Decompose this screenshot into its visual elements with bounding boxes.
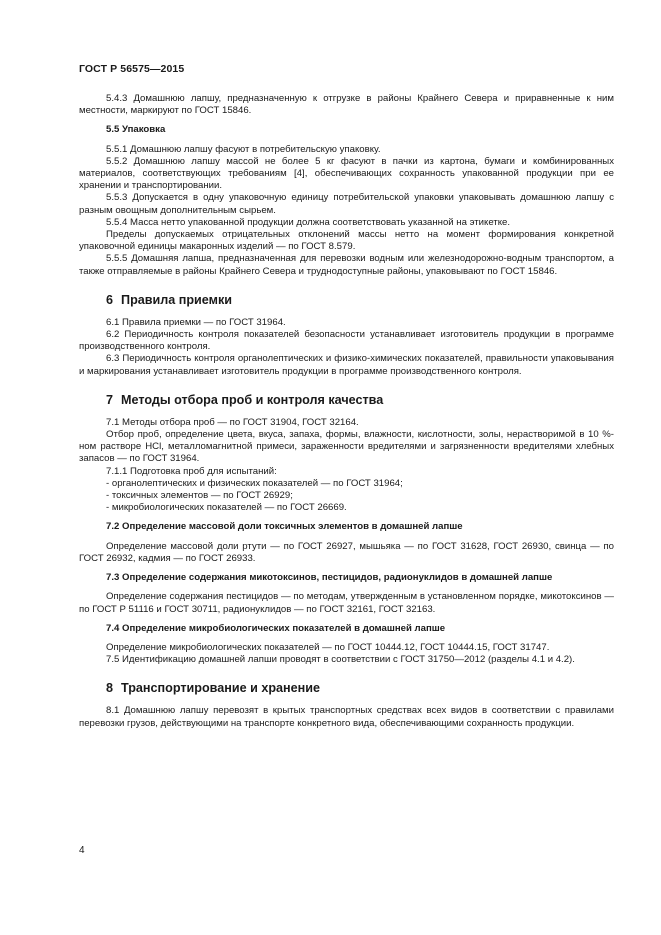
section-7-number: 7 [106, 392, 114, 407]
paragraph-5-5-2: 5.5.2 Домашнюю лапшу массой не более 5 кг фасуют в пачки из картона, бумаги и комбинированных материалов, соответствующих требованиям [4], обеспечивающих сохранность упакованной продукции при ее хранении и транспортировании. [79, 155, 614, 192]
paragraph-7-2: Определение массовой доли ртути — по ГОСТ 26927, мышьяка — по ГОСТ 31628, ГОСТ 26930, свинца — по ГОСТ 26932, кадмия — по ГОСТ 26933. [79, 540, 614, 564]
paragraph-6-1: 6.1 Правила приемки — по ГОСТ 31964. [106, 316, 286, 328]
paragraph-8-1: 8.1 Домашнюю лапшу перевозят в крытых транспортных средствах всех видов в соответствии с правилами перевозки грузов, действующими на транспорте конкретного вида, обеспечивающими сохранность продукции. [79, 705, 614, 729]
section-7-title: Методы отбора проб и контроля качества [121, 392, 384, 407]
section-8-heading [79, 681, 614, 696]
section-6-heading [79, 293, 614, 308]
section-7-heading [79, 393, 614, 408]
list-item: - органолептических и физических показателей — по ГОСТ 31964; [106, 477, 403, 489]
document-code-header: ГОСТ Р 56575—2015 [79, 63, 185, 75]
paragraph-7-4: Определение микробиологических показателей — по ГОСТ 10444.12, ГОСТ 10444.15, ГОСТ 31747. [106, 641, 550, 653]
paragraph-5-5-5: 5.5.5 Домашняя лапша, предназначенная для перевозки водным или железнодорожно-водным транспортом, а также отправляемые в районы Крайнего Севера и труднодоступные районы, упаковывают по ГОСТ 15846. [79, 253, 614, 277]
paragraph-7-1-1: 7.1.1 Подготовка проб для испытаний: [106, 465, 277, 477]
section-6-title: Правила приемки [121, 292, 232, 307]
section-7-2-heading: 7.2 Определение массовой доли токсичных элементов в домашней лапше [106, 521, 463, 533]
section-8-title: Транспортирование и хранение [121, 681, 320, 696]
paragraph-7-3: Определение содержания пестицидов — по методам, утвержденным в установленном порядке, микотоксинов — по ГОСТ Р 51116 и ГОСТ 30711, радионуклидов — по ГОСТ 32161, ГОСТ 32163. [79, 591, 614, 615]
section-7-4-heading: 7.4 Определение микробиологических показателей в домашней лапше [106, 622, 446, 634]
paragraph-5-5-1: 5.5.1 Домашнюю лапшу фасуют в потребительскую упаковку. [106, 143, 381, 155]
list-item: - токсичных элементов — по ГОСТ 26929; [106, 490, 293, 502]
section-6-number: 6 [106, 292, 114, 307]
paragraph-5-5-4: 5.5.4 Масса нетто упакованной продукции должна соответствовать указанной на этикетке. [106, 216, 511, 228]
paragraph-7-5: 7.5 Идентификацию домашней лапши проводят в соответствии с ГОСТ 31750—2012 (разделы 4.1 и 4.2). [106, 654, 575, 666]
page-body [79, 93, 614, 730]
section-7-3-heading: 7.3 Определение содержания микотоксинов, пестицидов, радионуклидов в домашней лапше [106, 572, 553, 584]
section-8-number: 8 [106, 681, 114, 696]
paragraph-5-5-3: 5.5.3 Допускается в одну упаковочную единицу потребительской упаковки упаковывать домашнюю лапшу с разным овощным дополнительным сырьем. [79, 192, 614, 216]
list-item: - микробиологических показателей — по ГОСТ 26669. [106, 502, 347, 514]
section-5-5-heading: 5.5 Упаковка [106, 124, 166, 136]
paragraph-5-5-4-limits: Пределы допускаемых отрицательных отклонений массы нетто на момент формирования конкретной упаковочной единицы макаронных изделий — по ГОСТ 8.579. [79, 229, 614, 253]
paragraph-7-1: 7.1 Методы отбора проб — по ГОСТ 31904, ГОСТ 32164. [106, 416, 359, 428]
paragraph-7-1-sampling: Отбор проб, определение цвета, вкуса, запаха, формы, влажности, кислотности, золы, нерастворимой в 10 %-ном растворе HCl, металломагнитной примеси, зараженности вредителями и загрязненности вредителями хлебных запасов — по ГОСТ 31964. [79, 429, 614, 465]
paragraph-6-2: 6.2 Периодичность контроля показателей безопасности устанавливает изготовитель продукции в программе производственного контроля. [79, 329, 614, 353]
paragraph-5-4-3: 5.4.3 Домашнюю лапшу, предназначенную к отгрузке в районы Крайнего Севера и приравненные к ним местности, маркируют по ГОСТ 15846. [79, 93, 614, 117]
page-number: 4 [79, 845, 85, 856]
paragraph-6-3: 6.3 Периодичность контроля органолептических и физико-химических показателей, правильности упаковывания и маркирования устанавливает изготовитель продукции в программе производственного контроля. [79, 353, 614, 377]
